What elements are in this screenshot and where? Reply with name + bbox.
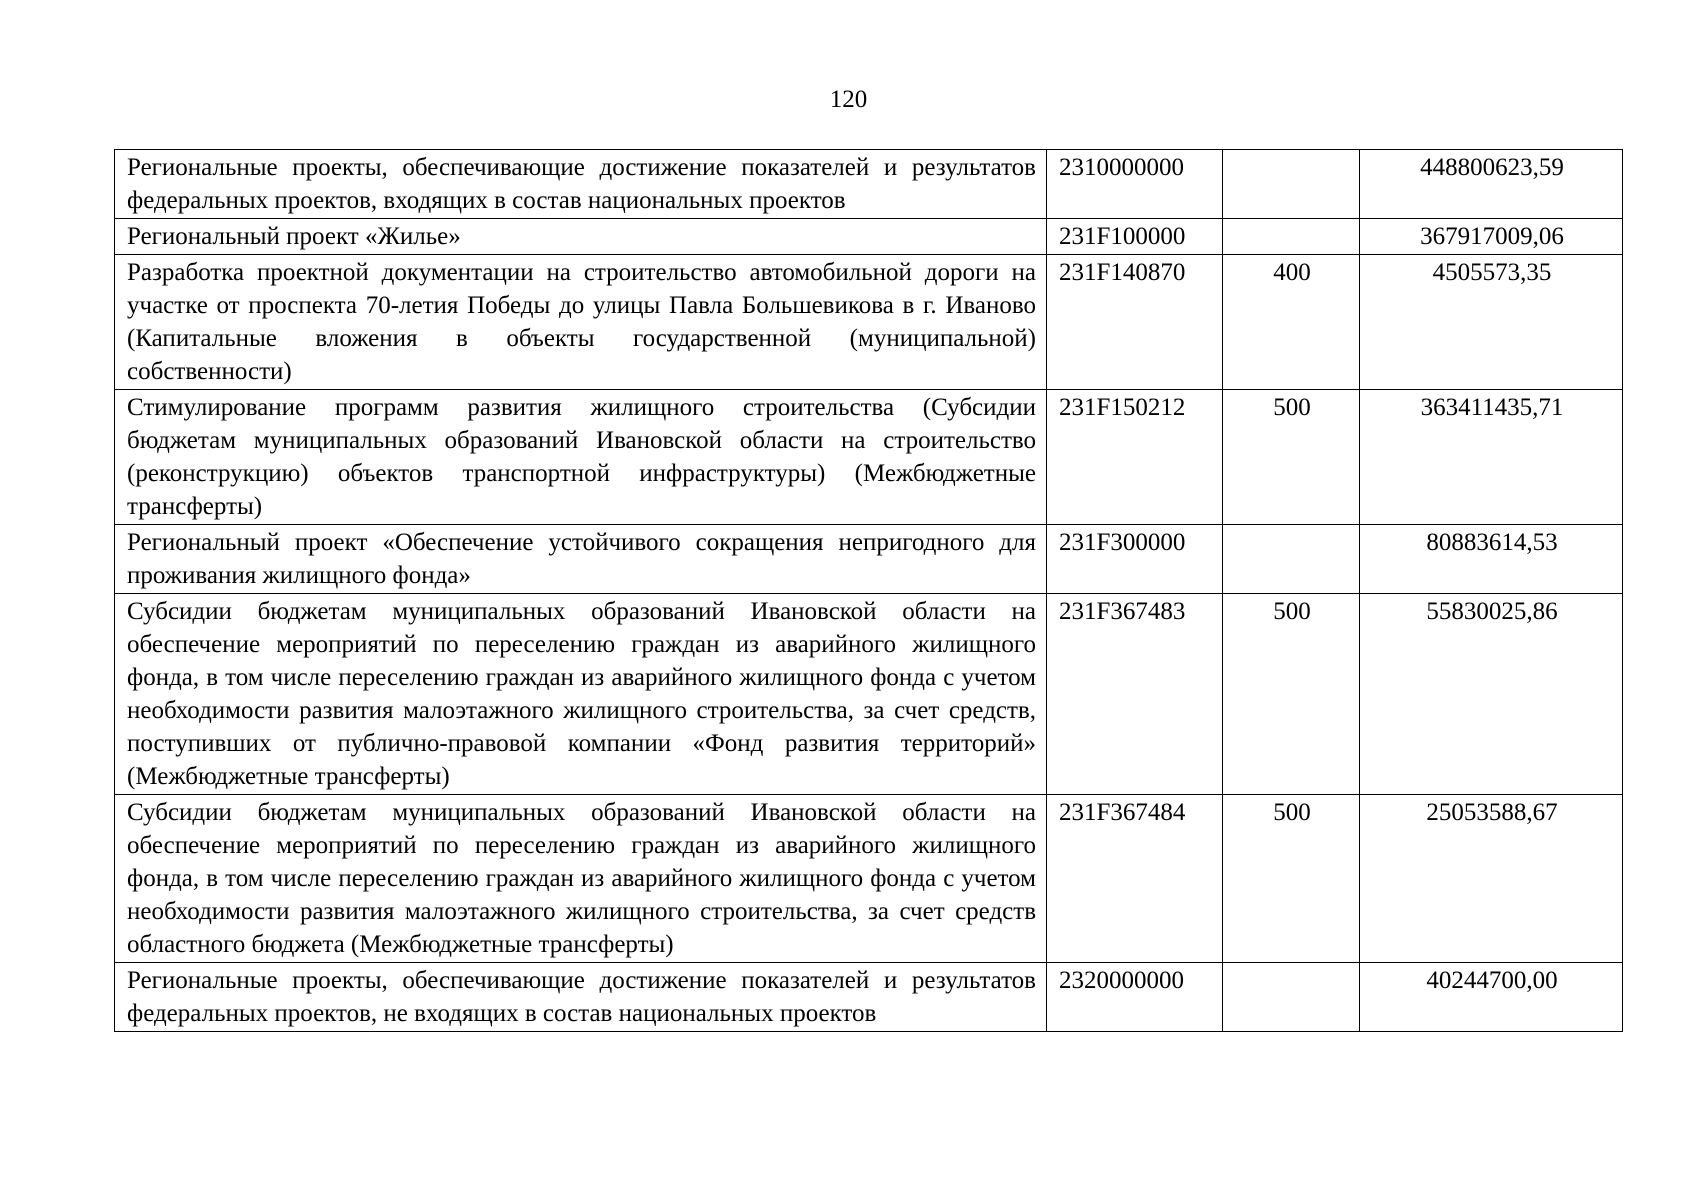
row-code-cell: 231F367483 [1047, 594, 1223, 795]
row-sum-cell: 4505573,35 [1360, 255, 1623, 390]
row-code-cell: 231F150212 [1047, 390, 1223, 525]
page-number: 120 [829, 86, 868, 113]
row-name-cell: Региональный проект «Жилье» [115, 219, 1047, 255]
row-name-cell: Стимулирование программ развития жилищного строительства (Субсидии бюджетам муниципальных образований Ивановской области на строительство (реконструкцию) объектов транспортной инфраструктуры) (Межбюджетные трансферты) [115, 390, 1047, 525]
row-name-cell: Субсидии бюджетам муниципальных образований Ивановской области на обеспечение мероприятий по переселению граждан из аварийного жилищного фонда, в том числе переселению граждан из аварийного жилищного фонда с учетом необходимости развития малоэтажного жилищного строительства, за счет средств, поступивших от публично-правовой компании «Фонд развития территорий» (Межбюджетные трансферты) [115, 594, 1047, 795]
row-sum-cell: 363411435,71 [1360, 390, 1623, 525]
row-code-cell: 231F367484 [1047, 795, 1223, 963]
table-row [115, 150, 1623, 219]
row-kind-cell: 400 [1223, 255, 1360, 390]
table-row [115, 390, 1623, 525]
row-kind-cell [1223, 525, 1360, 594]
row-code-cell: 231F300000 [1047, 525, 1223, 594]
row-sum-cell: 367917009,06 [1360, 219, 1623, 255]
budget-table [114, 149, 1623, 1032]
table-row [115, 219, 1623, 255]
row-code-cell: 231F100000 [1047, 219, 1223, 255]
row-name-cell: Субсидии бюджетам муниципальных образований Ивановской области на обеспечение мероприятий по переселению граждан из аварийного жилищного фонда, в том числе переселению граждан из аварийного жилищного фонда с учетом необходимости развития малоэтажного жилищного строительства, за счет средств областного бюджета (Межбюджетные трансферты) [115, 795, 1047, 963]
row-name-cell: Региональные проекты, обеспечивающие достижение показателей и результатов федеральных проектов, входящих в состав национальных проектов [115, 150, 1047, 219]
row-kind-cell [1223, 150, 1360, 219]
row-sum-cell: 80883614,53 [1360, 525, 1623, 594]
row-code-cell: 231F140870 [1047, 255, 1223, 390]
table-row [115, 963, 1623, 1032]
row-sum-cell: 40244700,00 [1360, 963, 1623, 1032]
row-kind-cell [1223, 219, 1360, 255]
row-code-cell: 2320000000 [1047, 963, 1223, 1032]
table-row [115, 525, 1623, 594]
row-kind-cell: 500 [1223, 390, 1360, 525]
row-kind-cell: 500 [1223, 594, 1360, 795]
row-sum-cell: 448800623,59 [1360, 150, 1623, 219]
table-row [115, 594, 1623, 795]
row-name-cell: Региональные проекты, обеспечивающие достижение показателей и результатов федеральных проектов, не входящих в состав национальных проектов [115, 963, 1047, 1032]
row-kind-cell [1223, 963, 1360, 1032]
row-name-cell: Региональный проект «Обеспечение устойчивого сокращения непригодного для проживания жилищного фонда» [115, 525, 1047, 594]
row-sum-cell: 55830025,86 [1360, 594, 1623, 795]
row-kind-cell: 500 [1223, 795, 1360, 963]
row-code-cell: 2310000000 [1047, 150, 1223, 219]
row-name-cell: Разработка проектной документации на строительство автомобильной дороги на участке от проспекта 70-летия Победы до улицы Павла Большевикова в г. Иваново (Капитальные вложения в объекты государственной (муниципальной) собственности) [115, 255, 1047, 390]
table-row [115, 795, 1623, 963]
table-row [115, 255, 1623, 390]
row-sum-cell: 25053588,67 [1360, 795, 1623, 963]
